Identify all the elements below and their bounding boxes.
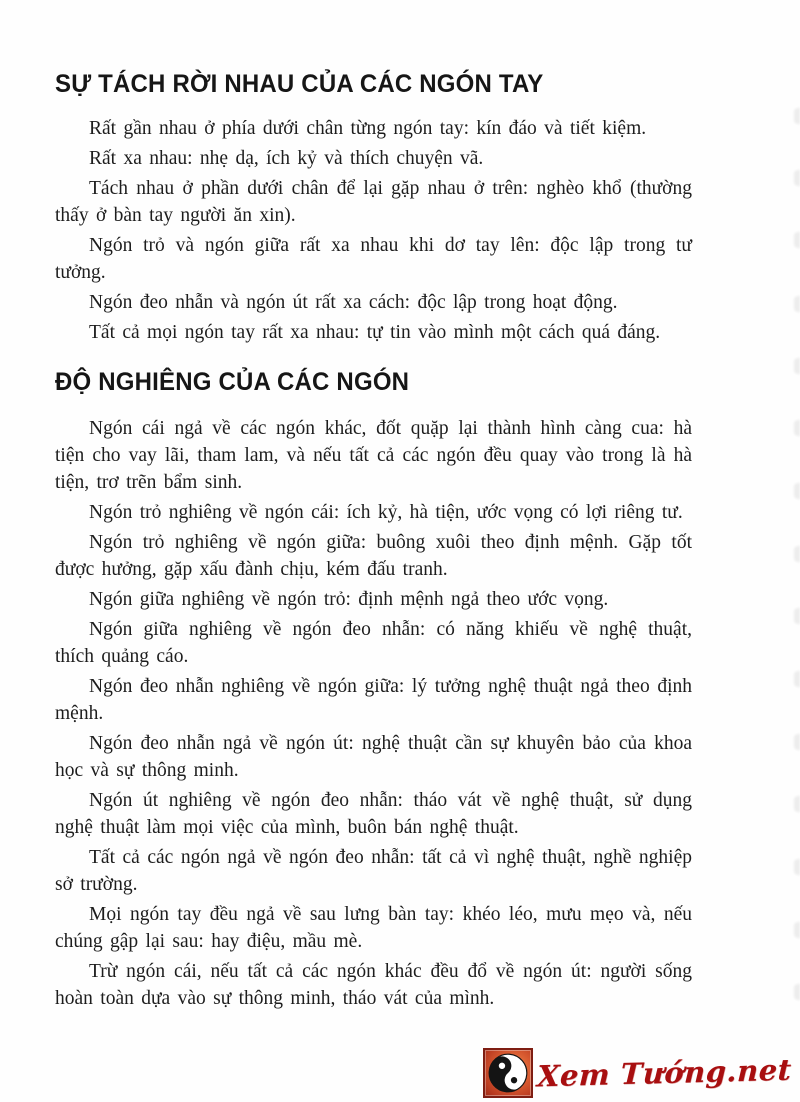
paragraph: Mọi ngón tay đều ngả về sau lưng bàn tay: khéo léo, mưu mẹo và, nếu chúng gập lại sau: hay điệu, mầu mè. — [55, 903, 692, 952]
scan-artifact — [794, 358, 800, 374]
section-heading-finger-inclination: ĐỘ NGHIÊNG CỦA CÁC NGÓN — [55, 367, 410, 396]
scan-artifact — [794, 108, 800, 124]
paragraph: Trừ ngón cái, nếu tất cả các ngón khác đều đổ về ngón út: người sống hoàn toàn dựa vào sự thông minh, tháo vát của mình. — [55, 960, 692, 1009]
paragraph: Ngón út nghiêng về ngón đeo nhẫn: tháo vát về nghệ thuật, sử dụng nghệ thuật làm mọi việc của mình, buôn bán nghệ thuật. — [55, 789, 692, 838]
scan-artifact — [794, 671, 800, 687]
paragraph: Ngón trỏ nghiêng về ngón cái: ích kỷ, hà tiện, ước vọng có lợi riêng tư. — [89, 501, 683, 523]
watermark-label: Xem Tướng.net — [536, 1052, 793, 1094]
paragraph: Ngón đeo nhẫn và ngón út rất xa cách: độc lập trong hoạt động. — [89, 291, 618, 313]
paragraph: Rất gần nhau ở phía dưới chân từng ngón tay: kín đáo và tiết kiệm. — [89, 117, 647, 139]
scan-artifact — [794, 859, 800, 875]
paragraph: Tất cả mọi ngón tay rất xa nhau: tự tin vào mình một cách quá đáng. — [89, 321, 661, 343]
paragraph: Ngón đeo nhẫn ngả về ngón út: nghệ thuật cần sự khuyên bảo của khoa học và sự thông minh. — [55, 732, 692, 781]
yin-yang-icon — [483, 1048, 533, 1098]
paragraph: Ngón trỏ nghiêng về ngón giữa: buông xuôi theo định mệnh. Gặp tốt được hưởng, gặp xấu đành chịu, kém đấu tranh. — [55, 531, 692, 580]
scan-artifact — [794, 984, 800, 1000]
scan-artifact — [794, 796, 800, 812]
paragraph: Ngón cái ngả về các ngón khác, đốt quặp lại thành hình càng cua: hà tiện cho vay lãi, tham lam, và nếu tất cả các ngón đều quay vào trong là hà tiện, trơ trẽn bẩm sinh. — [55, 417, 692, 493]
scan-artifact — [794, 170, 800, 186]
paragraph: Ngón trỏ và ngón giữa rất xa nhau khi dơ tay lên: độc lập trong tư tưởng. — [55, 234, 692, 283]
scan-artifact — [794, 483, 800, 499]
paragraph: Rất xa nhau: nhẹ dạ, ích kỷ và thích chuyện vã. — [89, 147, 484, 169]
xemtuong-watermark[interactable] — [483, 1048, 792, 1098]
scan-artifact — [794, 608, 800, 624]
scan-artifact — [794, 734, 800, 750]
scan-artifact — [794, 922, 800, 938]
paragraph: Ngón giữa nghiêng về ngón đeo nhẫn: có năng khiếu về nghệ thuật, thích quảng cáo. — [55, 618, 692, 667]
paragraph: Ngón giữa nghiêng về ngón trỏ: định mệnh ngả theo ước vọng. — [89, 588, 609, 610]
paragraph: Tách nhau ở phần dưới chân để lại gặp nhau ở trên: nghèo khổ (thường thấy ở bàn tay người ăn xin). — [55, 177, 692, 226]
paragraph: Ngón đeo nhẫn nghiêng về ngón giữa: lý tưởng nghệ thuật ngả theo định mệnh. — [55, 675, 692, 724]
section-heading-finger-separation: SỰ TÁCH RỜI NHAU CỦA CÁC NGÓN TAY — [55, 70, 544, 98]
paragraph: Tất cả các ngón ngả về ngón đeo nhẫn: tất cả vì nghệ thuật, nghề nghiệp sở trường. — [55, 846, 692, 895]
scan-artifact — [794, 420, 800, 436]
scan-artifact — [794, 232, 800, 248]
scan-artifact — [794, 546, 800, 562]
scan-artifact — [794, 296, 800, 312]
